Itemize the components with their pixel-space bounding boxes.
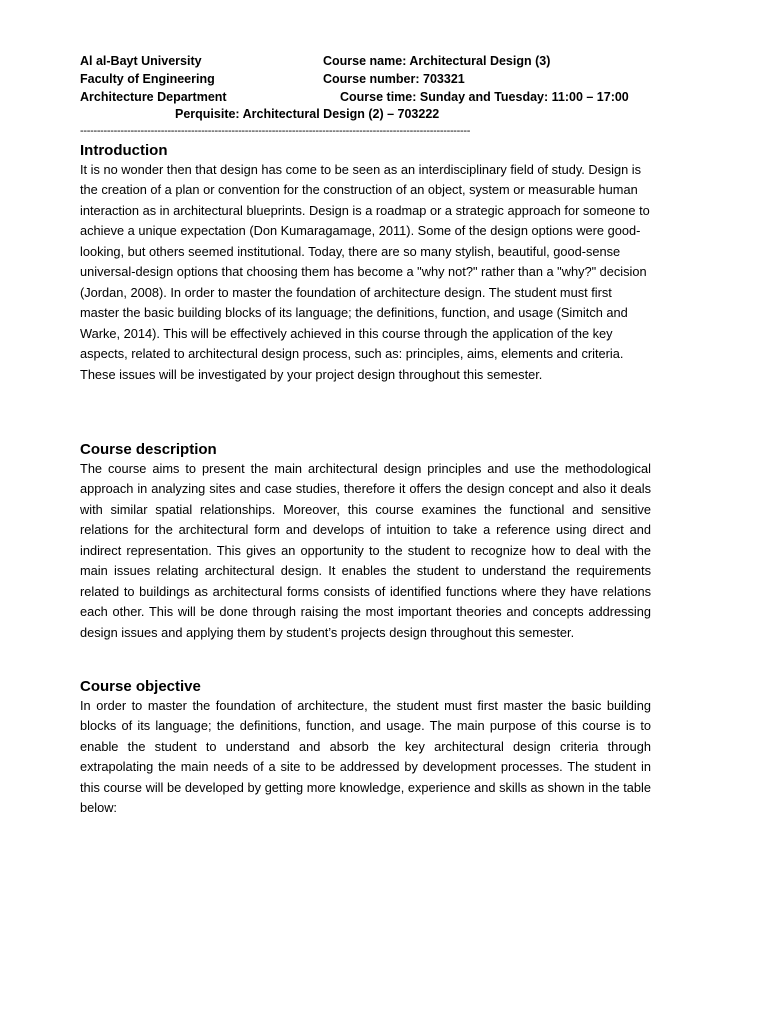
course-description-heading: Course description [80, 441, 217, 458]
course-objective-heading: Course objective [80, 678, 201, 695]
course-objective-paragraph: In order to master the foundation of architecture, the student must first master the basic building blocks of its language; the definitions, function, and usage. The main purpose of this course is to enable the student to understand and absorb the key architectural design criteria through extrapolating the main needs of a site to be addressed by development processes. The student in this course will be developed by getting more knowledge, experience and skills as shown in the table below: [80, 698, 651, 816]
faculty-name: Faculty of Engineering [80, 72, 215, 86]
university-name: Al al-Bayt University [80, 54, 202, 68]
course-number: Course number: 703321 [323, 72, 465, 86]
course-time: Course time: Sunday and Tuesday: 11:00 – 17:00 [340, 90, 629, 104]
prerequisite: Perquisite: Architectural Design (2) – 703222 [175, 107, 440, 121]
introduction-heading: Introduction [80, 142, 168, 159]
course-description-paragraph: The course aims to present the main architectural design principles and use the methodological approach in analyzing sites and case studies, therefore it offers the design concept and also it deals with similar spatial relationships. Moreover, this course examines the functional and sensitive relations for the architectural form and develops of intuition to take a reference using direct and indirect representation. This gives an opportunity to the student to recognize how to deal with the main issues relating architectural design. It enables the student to understand the requirements related to buildings as architectural forms consists of identified functions where they have relations each other. This will be done through raising the most important theories and concepts addressing design issues and applying them by student’s projects design throughout this semester. [80, 461, 651, 640]
course-name: Course name: Architectural Design (3) [323, 54, 551, 68]
introduction-paragraph: It is no wonder then that design has come to be seen as an interdisciplinary field of study. Design is the creation of a plan or convention for the construction of an object, system or measurable human interaction as in architectural blueprints. Design is a roadmap or a strategic approach for someone to achieve a unique expectation (Don Kumaragamage, 2011). Some of the design options were good-looking, but others seemed institutional. Today, there are so many stylish, beautiful, good-sense universal-design options that choosing them has become a "why not?" rather than a "why?" decision (Jordan, 2008). In order to master the foundation of architecture design. The student must first master the basic building blocks of its language; the definitions, function, and usage (Simitch and Warke, 2014). This will be effectively achieved in this course through the application of the key aspects, related to architectural design process, such as: principles, aims, elements and criteria. These issues will be investigated by your project design throughout this semester. [80, 162, 650, 382]
department-name: Architecture Department [80, 90, 227, 104]
header-divider: -------------------------------------------------------------------------------------------------------------------- [80, 125, 471, 137]
